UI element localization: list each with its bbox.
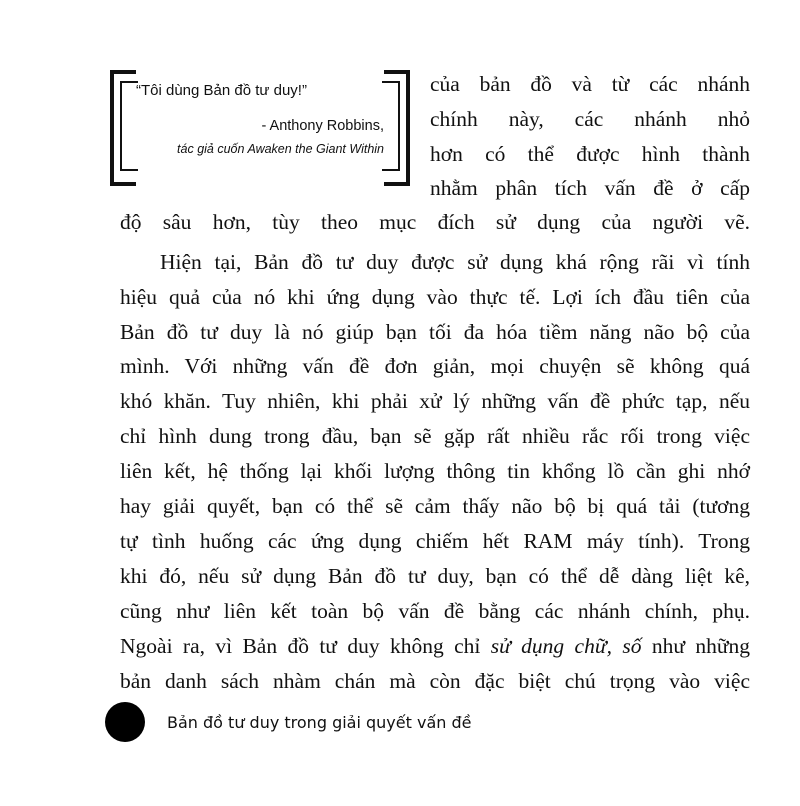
text-line: của bản đồ và từ các nhánh [430, 72, 750, 96]
text-line: khó khăn. Tuy nhiên, khi phải xử lý những vấn đề phức tạp, nếu [120, 389, 750, 413]
right-bracket-decoration [384, 70, 410, 186]
text-line: Bản đồ tư duy là nó giúp bạn tối đa hóa tiềm năng não bộ của [120, 320, 750, 344]
left-bracket-decoration [110, 70, 136, 186]
page-footer [105, 702, 471, 742]
text-line: tự tình huống các ứng dụng chiếm hết RAM máy tính). Trong [120, 529, 750, 553]
text-segment: như những [641, 634, 751, 658]
text-line: hơn có thể được hình thành [430, 142, 750, 166]
text-line: chính này, các nhánh nhỏ [430, 107, 750, 131]
text-line: độ sâu hơn, tùy theo mục đích sử dụng của người vẽ. [120, 210, 750, 234]
text-line: Hiện tại, Bản đồ tư duy được sử dụng khá rộng rãi vì tính [160, 250, 750, 274]
text-line: bản danh sách nhàm chán mà còn đặc biệt chú trọng vào việc [120, 669, 750, 693]
text-line: hay giải quyết, bạn có thể sẽ cảm thấy não bộ bị quá tải (tương [120, 494, 750, 518]
chapter-title: Bản đồ tư duy trong giải quyết vấn đề [167, 712, 472, 732]
text-line [120, 633, 750, 659]
text-line: liên kết, hệ thống lại khối lượng thông tin khổng lồ cần ghi nhớ [120, 459, 750, 483]
quote-box [110, 70, 410, 178]
italic-emphasis: sử dụng chữ, số [490, 634, 642, 658]
text-segment: Ngoài ra, vì Bản đồ tư duy không chỉ [120, 634, 491, 658]
text-line: hiệu quả của nó khi ứng dụng vào thực tế. Lợi ích đầu tiên của [120, 285, 750, 309]
text-line: chỉ hình dung trong đầu, bạn sẽ gặp rất nhiều rắc rối trong việc [120, 424, 750, 448]
quote-text: “Tôi dùng Bản đồ tư duy!” [136, 82, 307, 99]
quote-source: tác giả cuốn Awaken the Giant Within [177, 142, 384, 156]
text-line: khi đó, nếu sử dụng Bản đồ tư duy, bạn có thể dễ dàng liệt kê, [120, 564, 750, 588]
bullet-dot-icon [105, 702, 145, 742]
text-line: cũng như liên kết toàn bộ vấn đề bằng các nhánh chính, phụ. [120, 599, 750, 623]
text-line: mình. Với những vấn đề đơn giản, mọi chuyện sẽ không quá [120, 354, 750, 378]
text-line: nhằm phân tích vấn đề ở cấp [430, 176, 750, 200]
quote-author: - Anthony Robbins, [261, 118, 384, 134]
